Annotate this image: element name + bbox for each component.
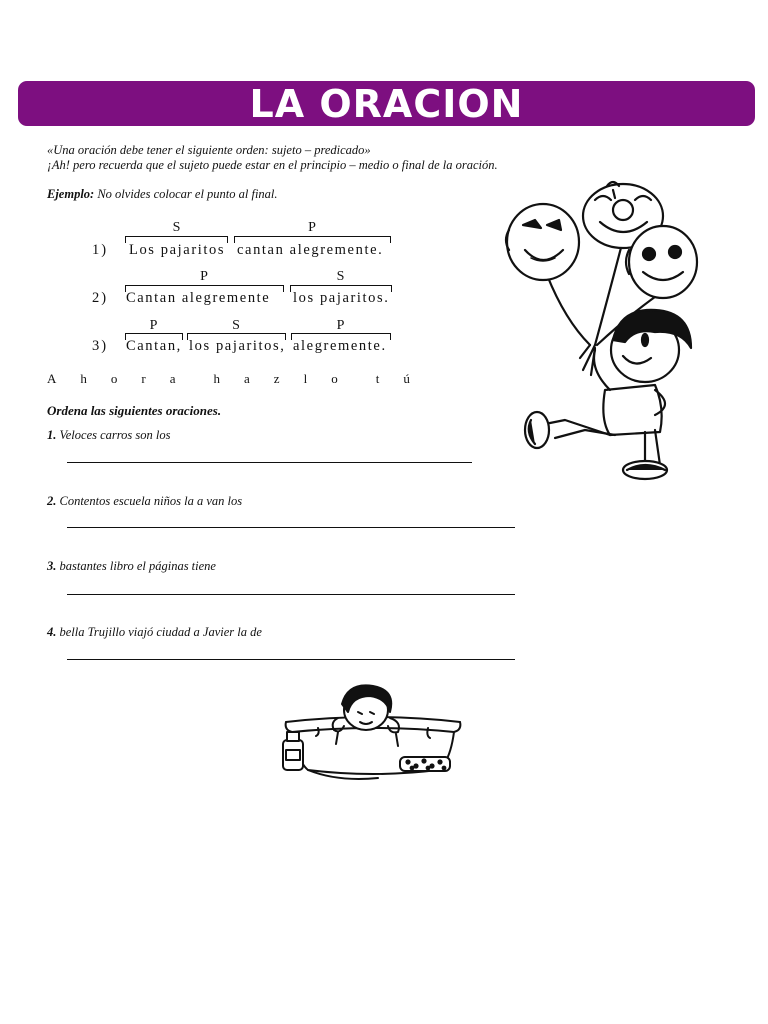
question-4-number: 4.	[47, 625, 57, 639]
example-1-label-1: S	[172, 220, 181, 235]
example-1-number: 1)	[92, 242, 109, 258]
intro-line-1: «Una oración debe tener el siguiente orden: sujeto – predicado»	[47, 143, 371, 157]
ahora-letter: t	[375, 371, 380, 386]
ahora-letter: h	[213, 371, 221, 386]
question-2	[47, 494, 242, 509]
example-3-number: 3)	[92, 338, 109, 354]
ahora-letter: h	[80, 371, 87, 386]
question-1-text: Veloces carros son los	[59, 428, 171, 442]
ahora-hazlo-tu	[47, 371, 434, 387]
example-2-segment-1: Cantan alegremente	[126, 290, 271, 306]
example-note	[47, 187, 278, 202]
example-text: No olvides colocar el punto al final.	[97, 187, 278, 201]
answer-line-4[interactable]	[67, 659, 515, 660]
question-3-number: 3.	[47, 559, 57, 573]
example-2-label-2: S	[336, 269, 345, 284]
title-banner	[18, 81, 755, 126]
ahora-letter: A	[47, 371, 57, 386]
example-3-segment-3: alegremente.	[293, 338, 387, 354]
example-3-segment-2: los pajaritos,	[189, 338, 286, 354]
example-label: Ejemplo:	[47, 187, 95, 201]
question-2-number: 2.	[47, 494, 57, 508]
example-3-label-2: S	[232, 318, 240, 333]
ahora-letter: a	[244, 371, 250, 386]
child-in-bathtub-icon	[278, 682, 468, 782]
ahora-letter: a	[169, 371, 176, 386]
example-2-segment-2: los pajaritos.	[293, 290, 390, 306]
example-1-segment-1: Los pajaritos	[129, 242, 226, 258]
question-4	[47, 625, 262, 640]
example-1-segment-2: cantan alegremente.	[237, 242, 384, 258]
ahora-letter: ú	[403, 371, 410, 386]
ahora-letter: o	[110, 371, 118, 386]
question-3-text: bastantes libro el páginas tiene	[59, 559, 216, 573]
question-1	[47, 428, 171, 443]
intro-line-2: ¡Ah! pero recuerda que el sujeto puede estar en el principio – medio o final de la oración.	[47, 158, 498, 172]
ahora-letter: z	[273, 371, 280, 386]
example-1-label-2: P	[308, 220, 316, 235]
example-3-label-1: P	[149, 318, 158, 333]
question-1-number: 1.	[47, 428, 57, 442]
example-3-segment-1: Cantan,	[126, 338, 182, 354]
answer-line-1[interactable]	[67, 462, 472, 463]
example-2-label-1: P	[200, 269, 208, 284]
boy-with-balloons-icon	[495, 180, 710, 485]
answer-line-2[interactable]	[67, 527, 515, 528]
page-title: LA ORACION	[249, 82, 524, 126]
question-3	[47, 559, 216, 574]
ahora-letter: l	[303, 371, 308, 386]
ahora-letter: r	[141, 371, 146, 386]
ahora-letter: o	[331, 371, 338, 386]
instructions-heading: Ordena las siguientes oraciones.	[47, 403, 222, 418]
intro-text	[47, 143, 498, 173]
answer-line-3[interactable]	[67, 594, 515, 595]
question-4-text: bella Trujillo viajó ciudad a Javier la de	[59, 625, 262, 639]
example-3-label-3: P	[336, 318, 345, 333]
question-2-text: Contentos escuela niños la a van los	[59, 494, 243, 508]
example-2-number: 2)	[92, 290, 109, 306]
